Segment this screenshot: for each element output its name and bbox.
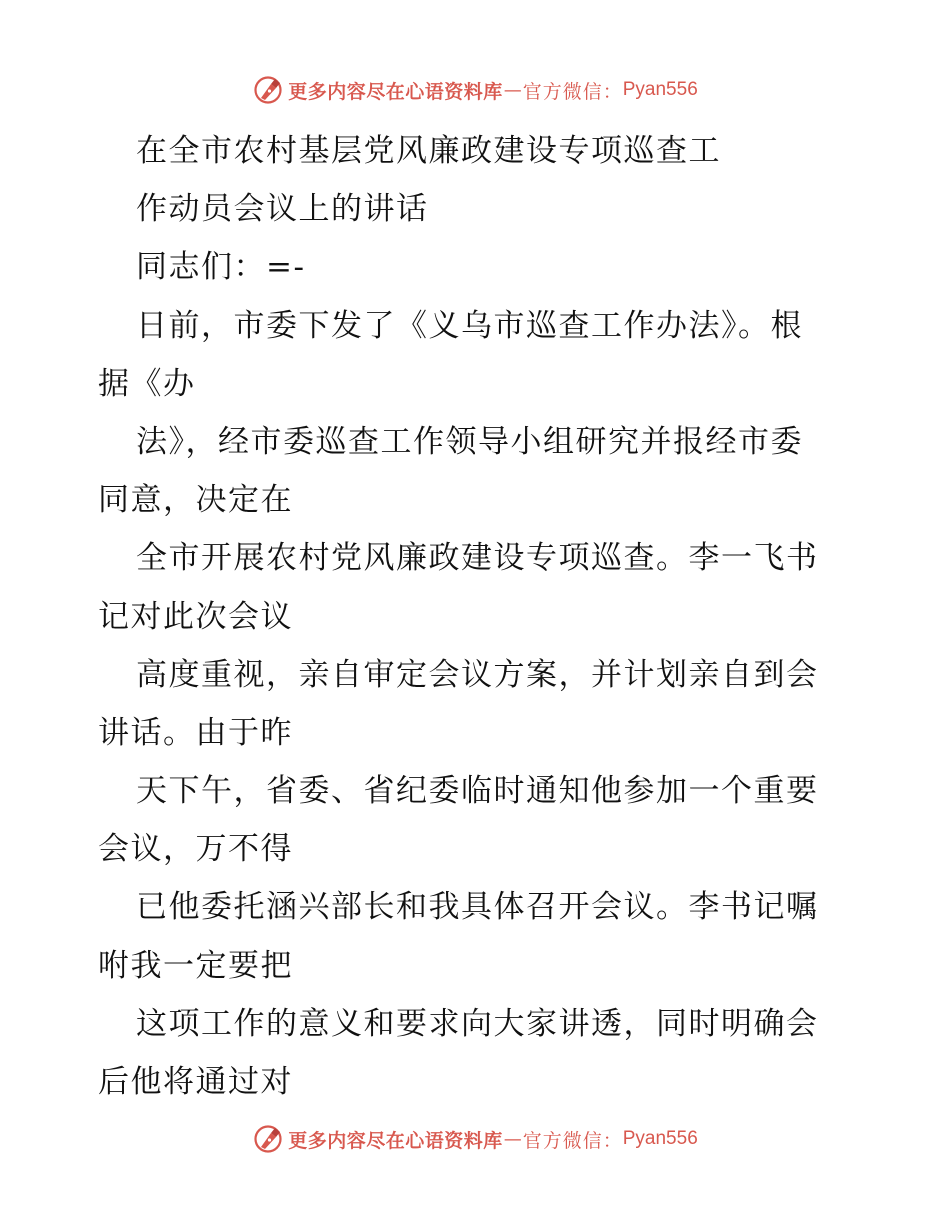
text-line: 天下午，省委、省纪委临时通知他参加一个重要 bbox=[136, 773, 819, 810]
footer-watermark bbox=[0, 1121, 950, 1157]
text-line: 据《办 bbox=[98, 365, 196, 402]
watermark-brand: 更多内容尽在心语资料库 bbox=[288, 80, 503, 103]
text-line: 咐我一定要把 bbox=[98, 947, 293, 984]
salutation: 同志们：=- bbox=[136, 249, 306, 286]
text-line: 同意，决定在 bbox=[98, 482, 293, 519]
text-line: 记对此次会议 bbox=[98, 598, 293, 635]
watermark-account-label: 官方微信： bbox=[522, 1129, 623, 1152]
text-line: 已他委托涵兴部长和我具体召开会议。李书记嘱 bbox=[136, 889, 819, 926]
text-line: 日前，市委下发了《义乌市巡查工作办法》。根 bbox=[136, 307, 803, 344]
pen-nib-logo-icon bbox=[252, 1123, 284, 1155]
watermark-dash: — bbox=[503, 1128, 522, 1150]
text-line: 高度重视，亲自审定会议方案，并计划亲自到会 bbox=[136, 656, 819, 693]
pen-nib-logo-icon bbox=[252, 74, 284, 106]
title-line-1: 在全市农村基层党风廉政建设专项巡查工 bbox=[136, 133, 721, 169]
document-body bbox=[98, 122, 858, 1111]
watermark-account-id: Pyan556 bbox=[622, 79, 698, 100]
watermark-account-id: Pyan556 bbox=[622, 1128, 698, 1149]
watermark-account-label: 官方微信： bbox=[522, 80, 623, 103]
text-line: 讲话。由于昨 bbox=[98, 714, 293, 751]
watermark-dash: — bbox=[503, 79, 522, 101]
text-line: 后他将通过对 bbox=[98, 1064, 293, 1100]
text-line: 法》，经市委巡查工作领导小组研究并报经市委 bbox=[136, 423, 803, 460]
header-watermark bbox=[0, 72, 950, 108]
text-line: 这项工作的意义和要求向大家讲透，同时明确会 bbox=[136, 1005, 819, 1042]
title-line-2: 作动员会议上的讲话 bbox=[136, 191, 429, 228]
text-line: 会议，万不得 bbox=[98, 831, 293, 868]
text-line: 全市开展农村党风廉政建设专项巡查。李一飞书 bbox=[136, 540, 819, 577]
watermark-brand: 更多内容尽在心语资料库 bbox=[288, 1129, 503, 1152]
